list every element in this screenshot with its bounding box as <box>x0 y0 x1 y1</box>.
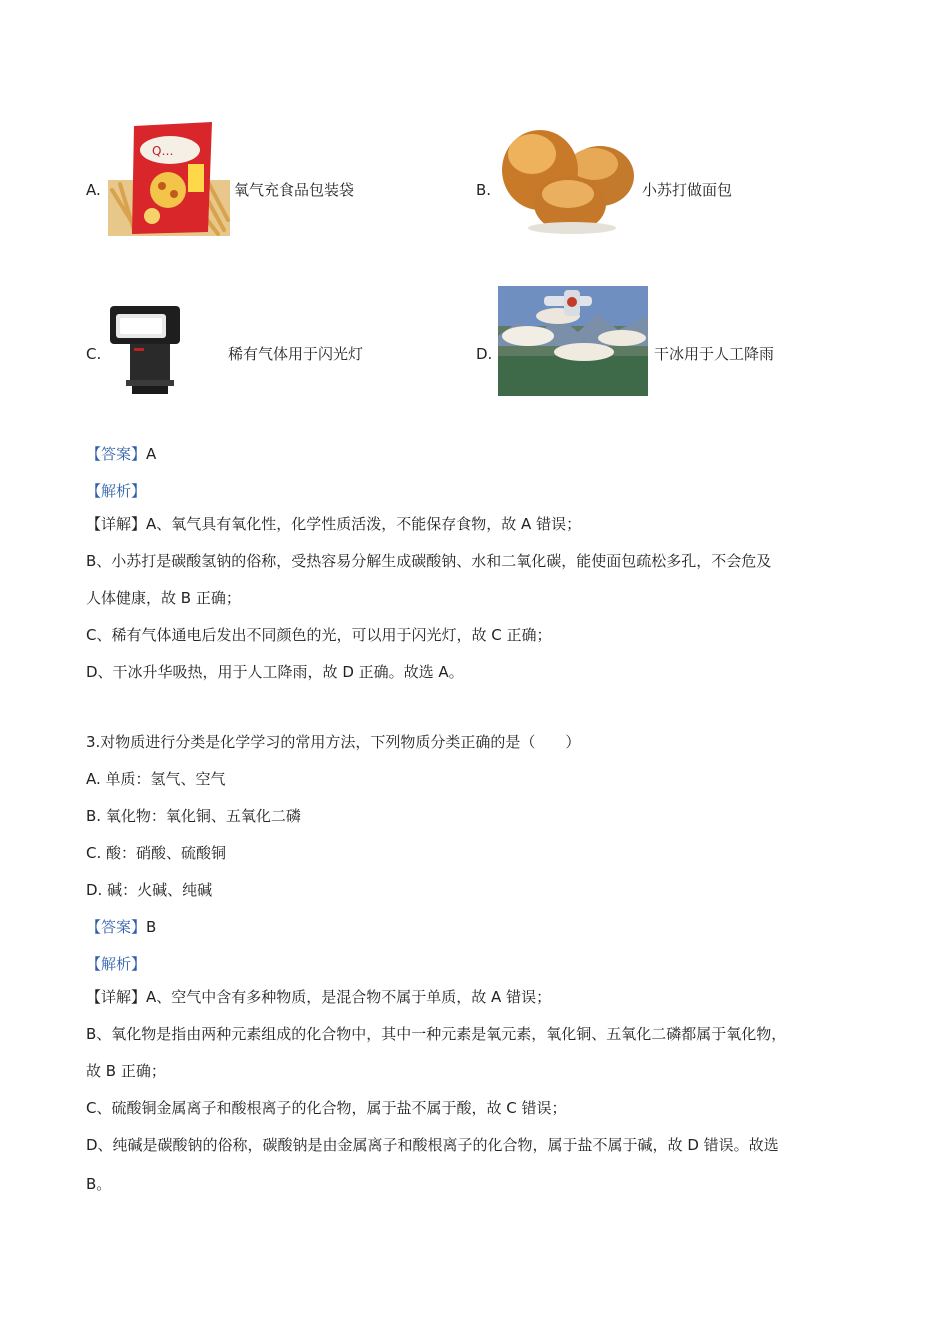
analysis-tag: 【解析】 <box>86 955 147 973</box>
detail-tag: 【详解】 <box>86 515 147 533</box>
airplane-clouds-image <box>498 286 648 396</box>
q3-detail-line2: B、氧化物是指由两种元素组成的化合物中，其中一种元素是氧元素，氧化铜、五氧化二磷都属于氧化物， <box>86 1025 787 1043</box>
answer-tag: 【答案】 <box>86 918 147 936</box>
answer-tag: 【答案】 <box>86 445 147 463</box>
q3-detail-line3: 故 B 正确； <box>86 1062 166 1080</box>
q3-stem: 3.对物质进行分类是化学学习的常用方法，下列物质分类正确的是（ ） <box>86 733 581 751</box>
q3-detail-line1 <box>86 987 551 1007</box>
q3-option-a: A. 单质：氢气、空气 <box>86 770 226 788</box>
option-d-text: 干冰用于人工降雨 <box>654 345 775 363</box>
camera-flash-image <box>108 304 182 396</box>
analysis-tag: 【解析】 <box>86 482 147 500</box>
q2-detail-line2: B、小苏打是碳酸氢钠的俗称，受热容易分解生成碳酸钠、水和二氧化碳，能使面包疏松多孔，不会危及 <box>86 552 772 570</box>
answer-value: A <box>146 445 157 463</box>
option-b-letter: B. <box>476 181 492 199</box>
option-a-letter: A. <box>86 181 101 199</box>
q2-detail-line4: C、稀有气体通电后发出不同颜色的光，可以用于闪光灯，故 C 正确； <box>86 626 552 644</box>
q3-option-d: D. 碱：火碱、纯碱 <box>86 881 213 899</box>
detail-tag: 【详解】 <box>86 988 147 1006</box>
svg-text:Q…: Q… <box>152 144 174 158</box>
q3-option-b: B. 氧化物：氧化铜、五氧化二磷 <box>86 807 301 825</box>
q3-option-c: C. 酸：硝酸、硫酸铜 <box>86 844 227 862</box>
snack-bag-image <box>108 120 230 236</box>
q3-detail-line4: C、硫酸铜金属离子和酸根离子的化合物，属于盐不属于酸，故 C 错误； <box>86 1099 567 1117</box>
q2-answer <box>86 444 156 464</box>
q2-detail-line5: D、干冰升华吸热，用于人工降雨，故 D 正确。故选 A。 <box>86 663 464 681</box>
q3-answer <box>86 917 156 937</box>
q3-detail-line6: B。 <box>86 1175 112 1193</box>
option-d-letter: D. <box>476 345 493 363</box>
option-b-text: 小苏打做面包 <box>642 181 733 199</box>
option-c-text: 稀有气体用于闪光灯 <box>228 345 364 363</box>
detail-text: A、氧气具有氧化性，化学性质活泼，不能保存食物，故 A 错误； <box>146 515 582 533</box>
q2-detail-line3: 人体健康，故 B 正确； <box>86 589 241 607</box>
q3-analysis <box>86 954 146 974</box>
q2-analysis <box>86 481 146 501</box>
q3-detail-line5: D、纯碱是碳酸钠的俗称，碳酸钠是由金属离子和酸根离子的化合物，属于盐不属于碱，故 D 错误。故选 <box>86 1136 779 1154</box>
option-a-text: 氧气充食品包装袋 <box>234 181 355 199</box>
detail-text: A、空气中含有多种物质，是混合物不属于单质，故 A 错误； <box>146 988 552 1006</box>
answer-value: B <box>146 918 157 936</box>
q2-detail-line1 <box>86 514 581 534</box>
option-c-letter: C. <box>86 345 102 363</box>
bread-buns-image <box>496 124 638 236</box>
